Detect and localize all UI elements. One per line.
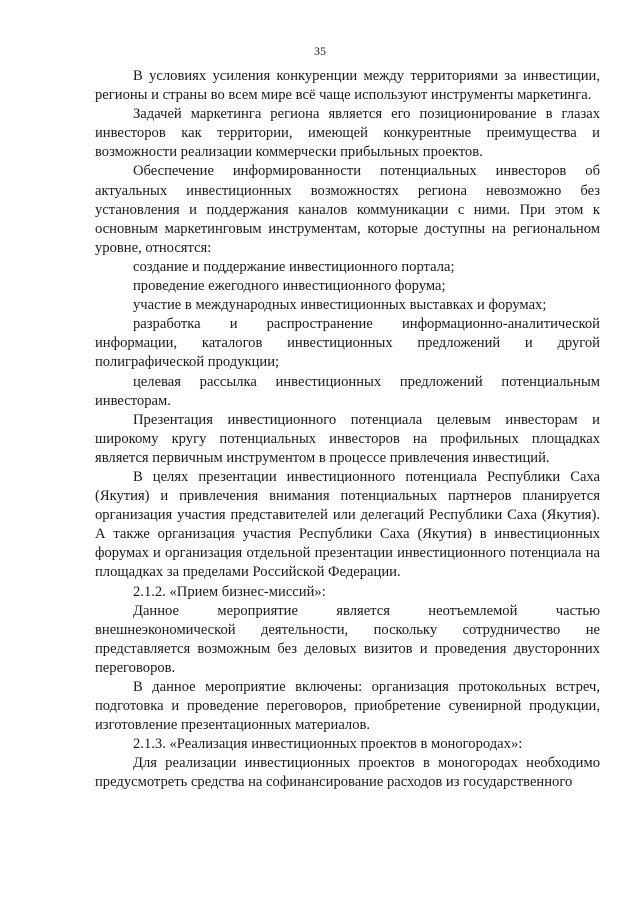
list-item: создание и поддержание инвестиционного портала; (133, 258, 455, 275)
paragraph: В данное мероприятие включены: организация протокольных встреч, подготовка и проведение переговоров, приобретение сувенирной продукции, изготовление презентационных материалов. (95, 679, 600, 734)
document-body (95, 67, 600, 793)
section-heading: 2.1.2. «Прием бизнес-миссий»: (133, 583, 326, 600)
list-item: участие в международных инвестиционных выставках и форумах; (133, 297, 547, 314)
list-item: разработка и распространение информационно-аналитической информации, каталогов инвестиционных предложений и другой полиграфической продукции; (95, 316, 600, 371)
section-heading: 2.1.3. «Реализация инвестиционных проектов в моногородах»: (133, 736, 523, 753)
list-item: проведение ежегодного инвестиционного форума; (133, 278, 446, 295)
paragraph: Задачей маркетинга региона является его позиционирование в глазах инвесторов как территории, имеющей конкурентные преимущества и возможности реализации коммерчески прибыльных проектов. (95, 106, 600, 161)
page-number: 35 (314, 44, 326, 58)
paragraph: Для реализации инвестиционных проектов в моногородах необходимо предусмотреть средства на софинансирование расходов из государственного (95, 755, 600, 791)
paragraph: В целях презентации инвестиционного потенциала Республики Саха (Якутия) и привлечения внимания потенциальных партнеров планируется организация участия представителей или делегаций Республики Саха (Якутия). А также организация участия Республики Саха (Якутия) в инвестиционных форумах и организация отдельной презентации инвестиционного потенциала на площадках за пределами Российской Федерации. (95, 468, 600, 581)
paragraph: В условиях усиления конкуренции между территориями за инвестиции, регионы и страны во всем мире всё чаще используют инструменты маркетинга. (95, 68, 600, 104)
paragraph: Обеспечение информированности потенциальных инвесторов об актуальных инвестиционных возможностях региона невозможно без установления и поддержания каналов коммуникации с ними. При этом к основным маркетинговым инструментам, которые доступны на региональном уровне, относятся: (95, 163, 600, 256)
paragraph: Данное мероприятие является неотъемлемой частью внешнеэкономической деятельности, поскольку сотрудничество не представляется возможным без деловых визитов и проведения двусторонних переговоров. (95, 602, 600, 676)
list-item: целевая рассылка инвестиционных предложений потенциальным инвесторам. (95, 373, 600, 409)
paragraph: Презентация инвестиционного потенциала целевым инвесторам и широкому кругу потенциальных инвесторов на профильных площадках является первичным инструментом в процессе привлечения инвестиций. (95, 411, 600, 466)
